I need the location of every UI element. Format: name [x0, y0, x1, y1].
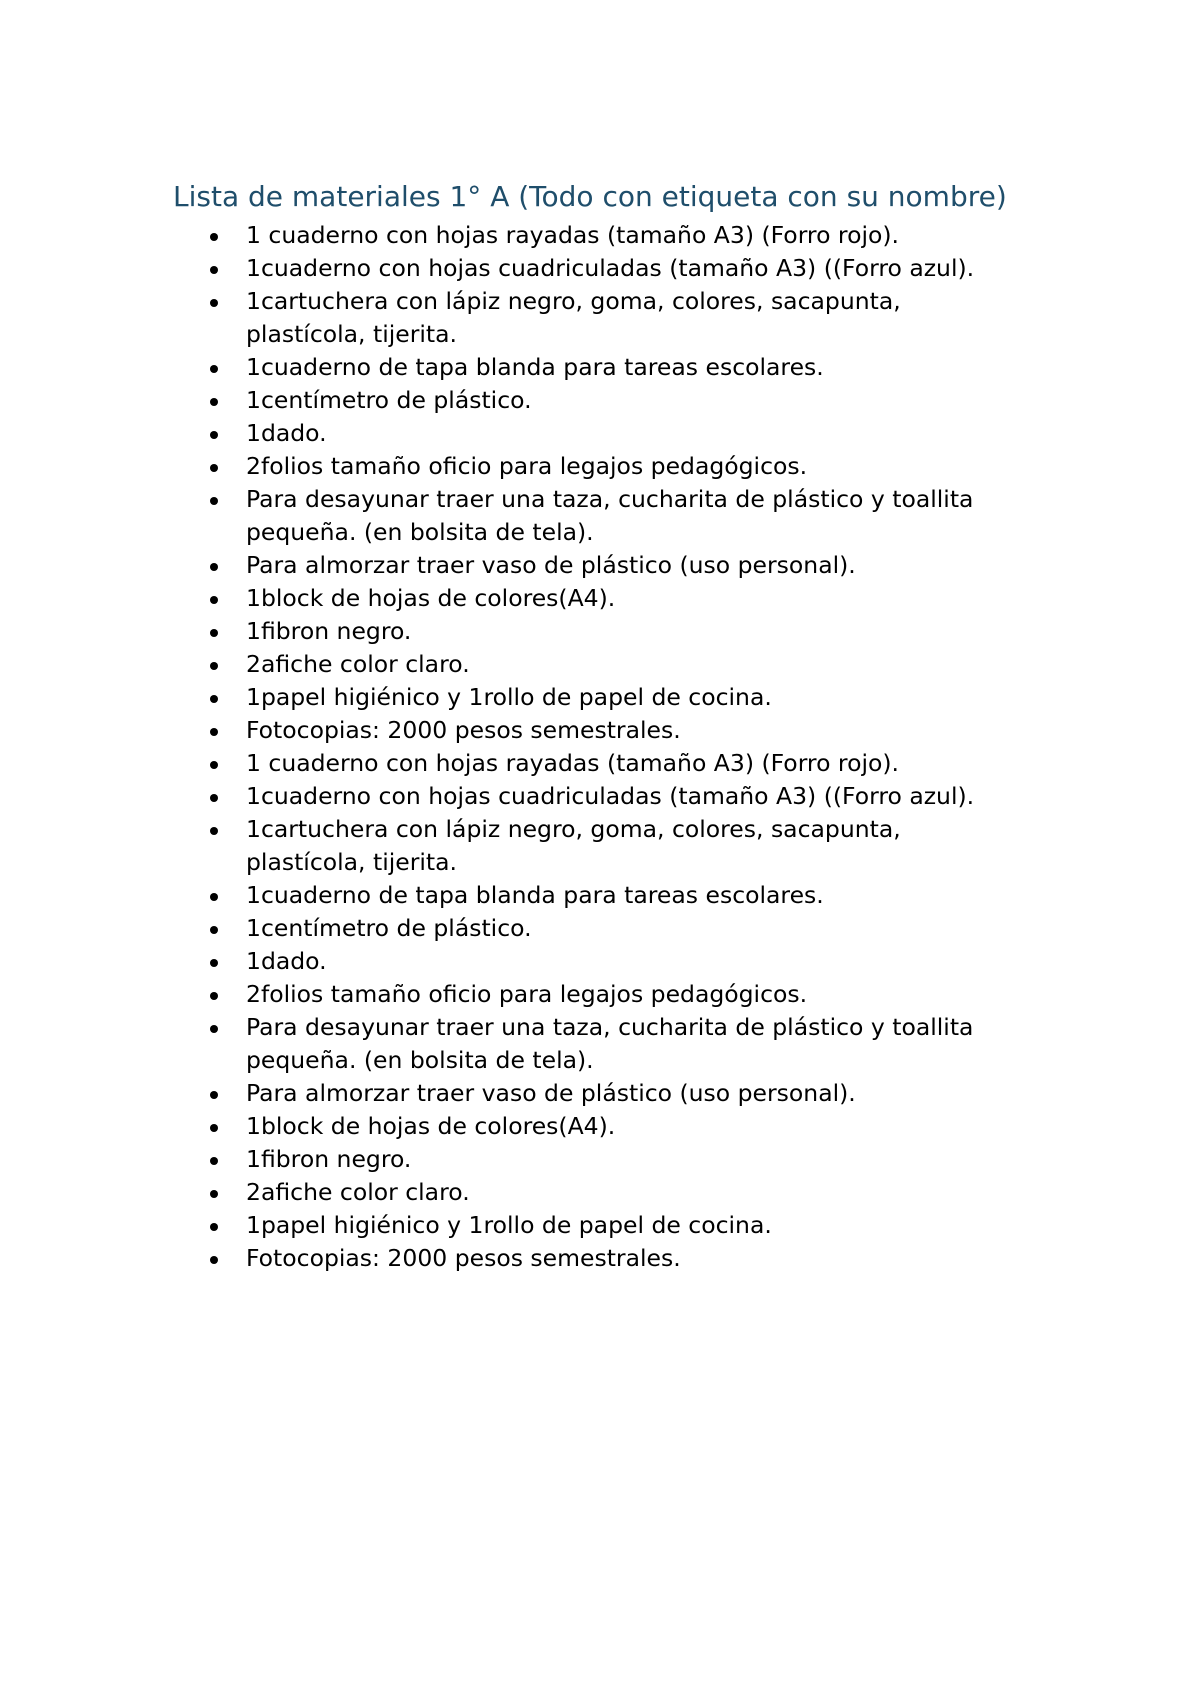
- list-item: [173, 351, 976, 384]
- list-item-text: 1cartuchera con lápiz negro, goma, colores, sacapunta, plastícola, tijerita.: [246, 815, 901, 876]
- bullet-icon: [210, 926, 218, 934]
- list-item: [173, 945, 976, 978]
- list-item-text: 1dado.: [246, 947, 327, 975]
- list-item: [173, 780, 976, 813]
- list-item-text: 1dado.: [246, 419, 327, 447]
- list-item: [173, 1110, 976, 1143]
- bullet-icon: [210, 1157, 218, 1165]
- list-item-text: 1cuaderno con hojas cuadriculadas (tamaño A3) ((Forro azul).: [246, 782, 975, 810]
- bullet-icon: [210, 728, 218, 736]
- bullet-icon: [210, 497, 218, 505]
- list-item: [173, 1077, 976, 1110]
- list-item-text: Para desayunar traer una taza, cucharita de plástico y toallita pequeña. (en bolsita de tela).: [246, 1013, 974, 1074]
- list-item: [173, 615, 976, 648]
- list-item-text: 1papel higiénico y 1rollo de papel de cocina.: [246, 1211, 772, 1239]
- list-item-text: 1fibron negro.: [246, 617, 412, 645]
- list-item-text: 1block de hojas de colores(A4).: [246, 1112, 616, 1140]
- document-body: [173, 178, 1033, 1275]
- bullet-icon: [210, 1256, 218, 1264]
- list-item: [173, 582, 976, 615]
- page-title: Lista de materiales 1° A (Todo con etiqueta con su nombre): [173, 180, 1007, 213]
- list-item: [173, 384, 976, 417]
- bullet-icon: [210, 266, 218, 274]
- bullet-icon: [210, 365, 218, 373]
- list-item: [173, 747, 976, 780]
- list-item: [173, 417, 976, 450]
- bullet-icon: [210, 431, 218, 439]
- list-item: [173, 285, 976, 351]
- list-item: [173, 219, 976, 252]
- list-item: [173, 1176, 976, 1209]
- list-item: [173, 252, 976, 285]
- bullet-icon: [210, 662, 218, 670]
- bullet-icon: [210, 233, 218, 241]
- list-item-text: 1papel higiénico y 1rollo de papel de cocina.: [246, 683, 772, 711]
- bullet-icon: [210, 1091, 218, 1099]
- bullet-icon: [210, 1223, 218, 1231]
- list-item-text: Fotocopias: 2000 pesos semestrales.: [246, 1244, 681, 1272]
- list-item: [173, 681, 976, 714]
- bullet-icon: [210, 893, 218, 901]
- bullet-icon: [210, 629, 218, 637]
- list-item: [173, 1209, 976, 1242]
- list-item: [173, 450, 976, 483]
- list-item-text: 2folios tamaño oficio para legajos pedagógicos.: [246, 452, 808, 480]
- list-item-text: 1cuaderno de tapa blanda para tareas escolares.: [246, 881, 824, 909]
- list-item-text: Para almorzar traer vaso de plástico (uso personal).: [246, 551, 856, 579]
- list-item-text: 2afiche color claro.: [246, 650, 470, 678]
- list-item-text: 1 cuaderno con hojas rayadas (tamaño A3) (Forro rojo).: [246, 221, 899, 249]
- list-item: [173, 483, 976, 549]
- list-item: [173, 1143, 976, 1176]
- bullet-icon: [210, 464, 218, 472]
- list-item: [173, 813, 976, 879]
- bullet-icon: [210, 398, 218, 406]
- bullet-icon: [210, 794, 218, 802]
- list-item: [173, 1011, 976, 1077]
- bullet-icon: [210, 1124, 218, 1132]
- bullet-icon: [210, 827, 218, 835]
- bullet-icon: [210, 992, 218, 1000]
- bullet-icon: [210, 695, 218, 703]
- list-item: [173, 549, 976, 582]
- list-item-text: Fotocopias: 2000 pesos semestrales.: [246, 716, 681, 744]
- list-item: [173, 978, 976, 1011]
- materials-list: [173, 219, 1033, 1275]
- bullet-icon: [210, 563, 218, 571]
- list-item-text: 2folios tamaño oficio para legajos pedagógicos.: [246, 980, 808, 1008]
- list-item-text: Para desayunar traer una taza, cucharita de plástico y toallita pequeña. (en bolsita de tela).: [246, 485, 974, 546]
- list-item-text: 1cartuchera con lápiz negro, goma, colores, sacapunta, plastícola, tijerita.: [246, 287, 901, 348]
- bullet-icon: [210, 761, 218, 769]
- bullet-icon: [210, 1025, 218, 1033]
- bullet-icon: [210, 596, 218, 604]
- list-item: [173, 912, 976, 945]
- bullet-icon: [210, 959, 218, 967]
- list-item-text: 1centímetro de plástico.: [246, 386, 532, 414]
- list-item-text: 1fibron negro.: [246, 1145, 412, 1173]
- list-item: [173, 714, 976, 747]
- list-item-text: Para almorzar traer vaso de plástico (uso personal).: [246, 1079, 856, 1107]
- bullet-icon: [210, 299, 218, 307]
- list-item-text: 1cuaderno con hojas cuadriculadas (tamaño A3) ((Forro azul).: [246, 254, 975, 282]
- list-item-text: 2afiche color claro.: [246, 1178, 470, 1206]
- list-item-text: 1centímetro de plástico.: [246, 914, 532, 942]
- list-item: [173, 648, 976, 681]
- list-item-text: 1cuaderno de tapa blanda para tareas escolares.: [246, 353, 824, 381]
- list-item: [173, 1242, 976, 1275]
- list-item-text: 1 cuaderno con hojas rayadas (tamaño A3) (Forro rojo).: [246, 749, 899, 777]
- list-item: [173, 879, 976, 912]
- bullet-icon: [210, 1190, 218, 1198]
- list-item-text: 1block de hojas de colores(A4).: [246, 584, 616, 612]
